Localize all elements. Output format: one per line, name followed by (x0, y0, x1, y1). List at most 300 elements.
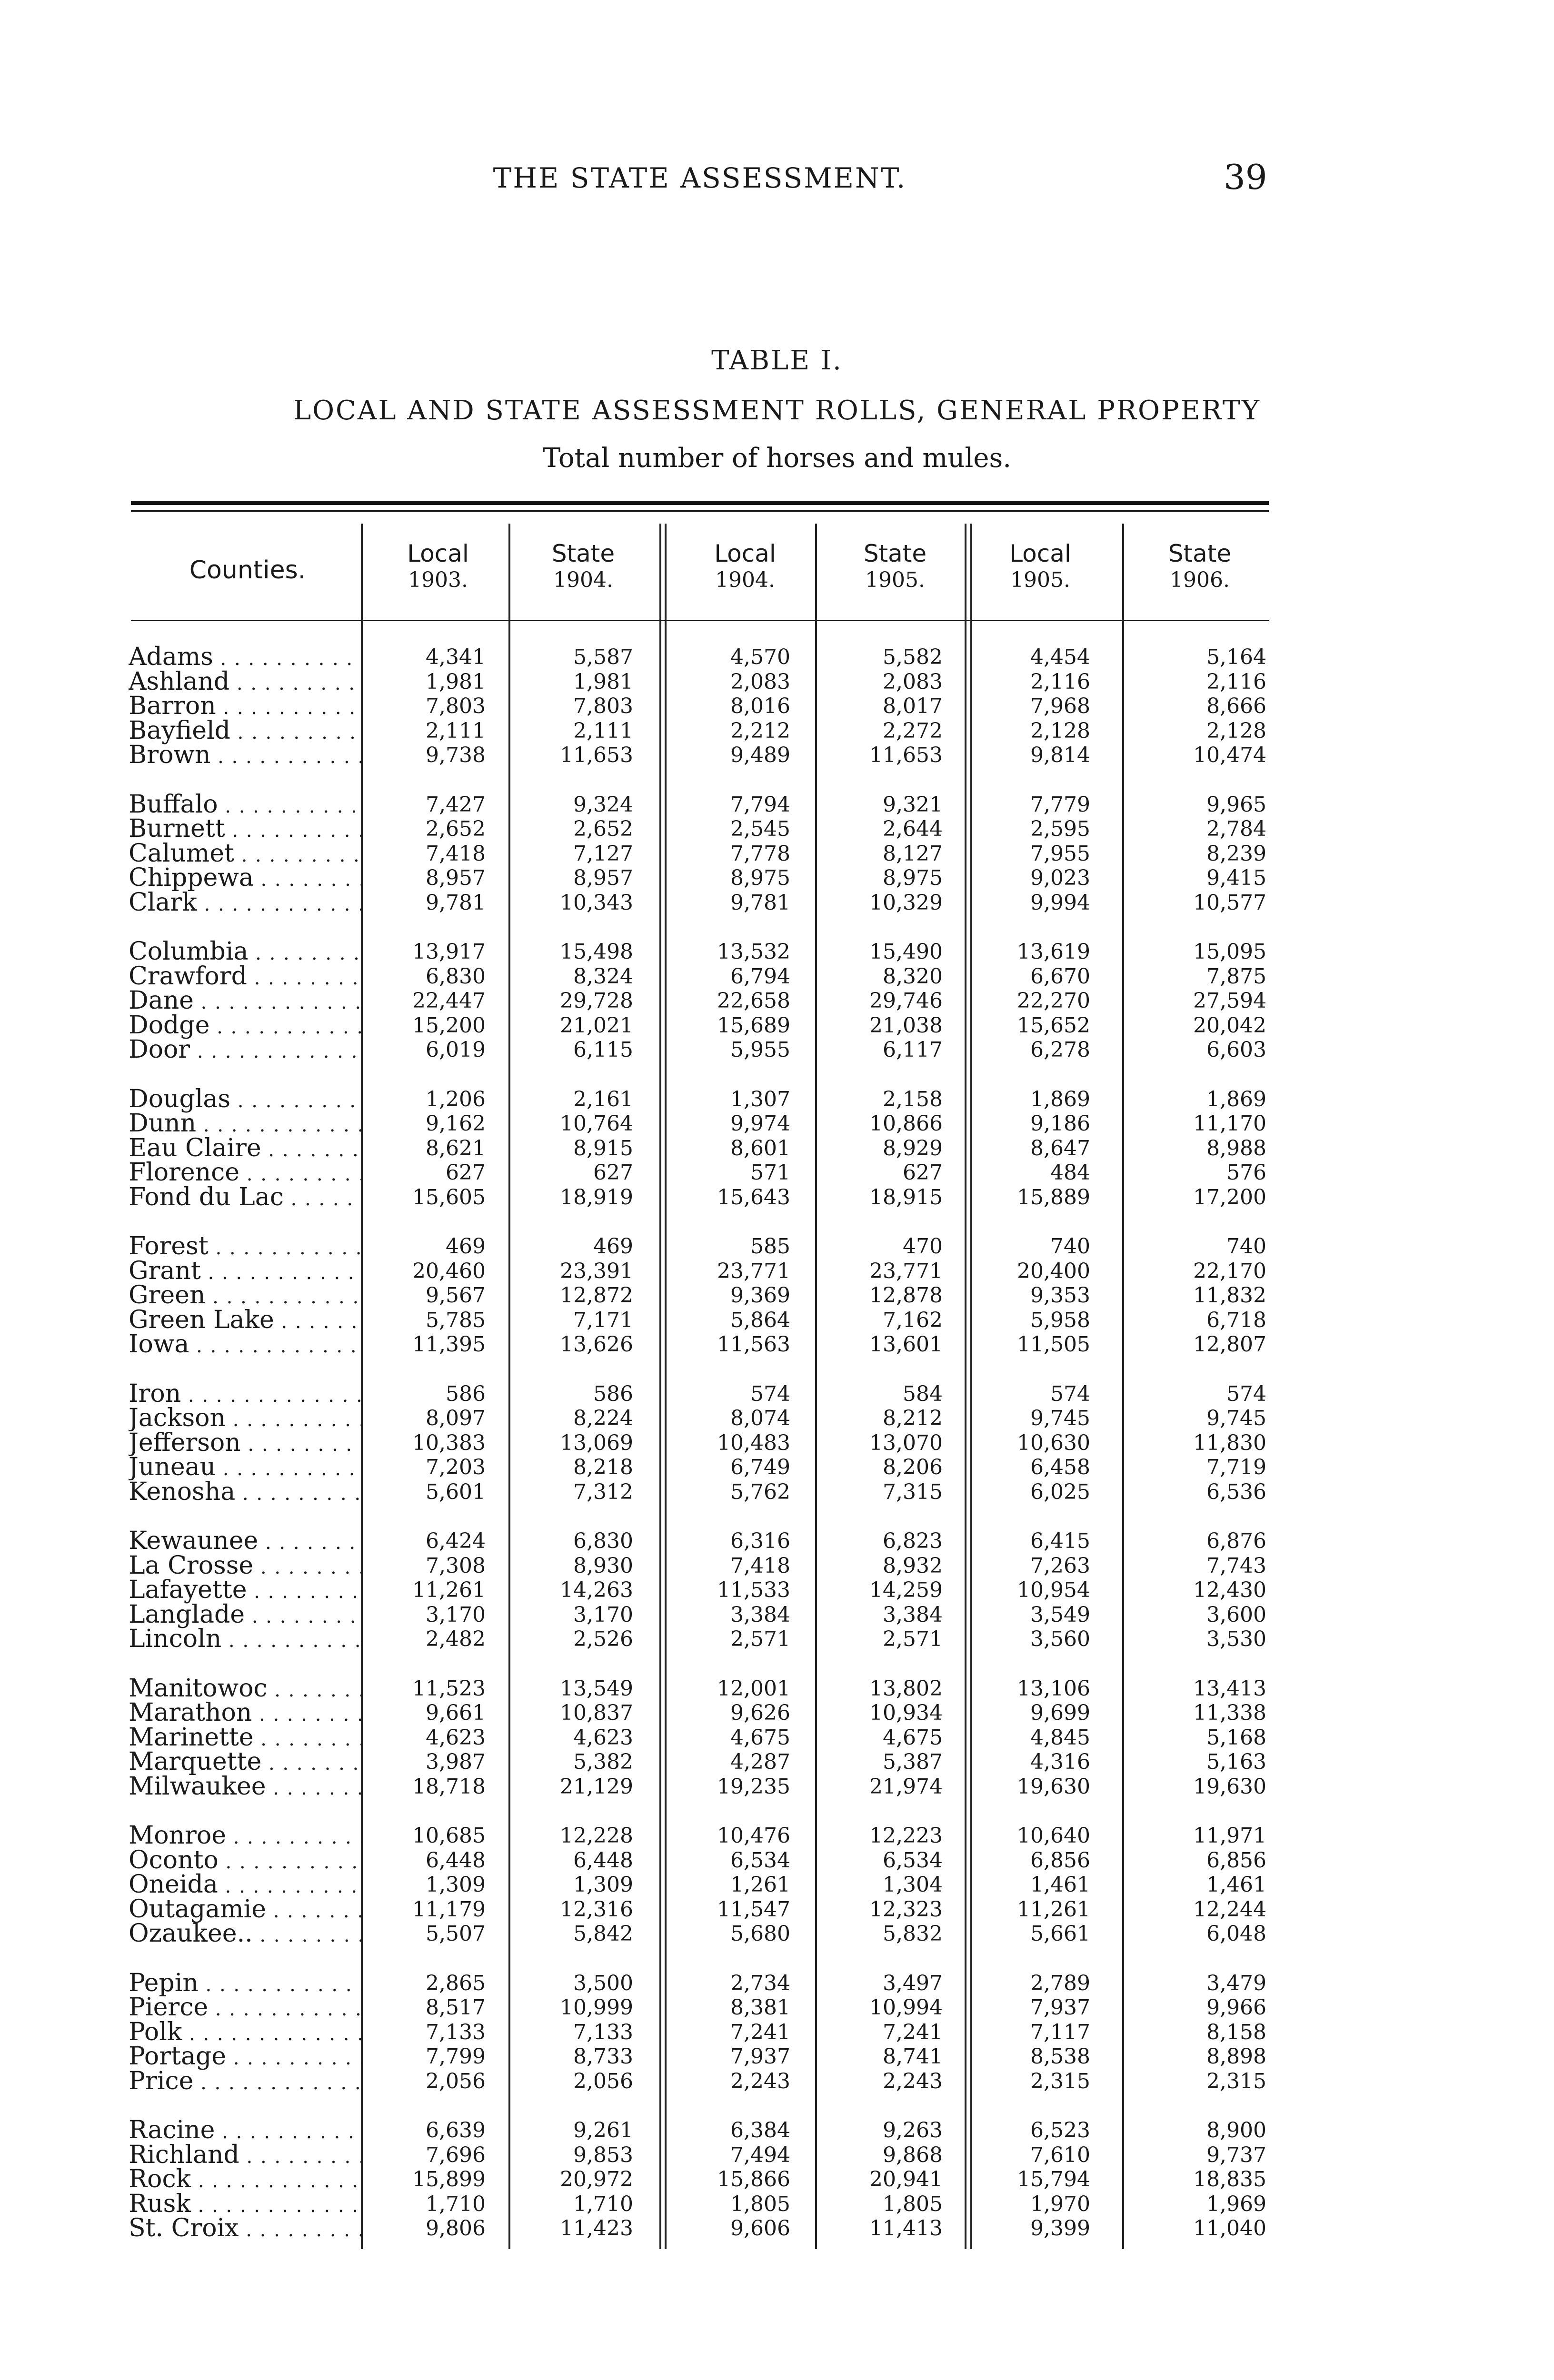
cell-value: 1,261 (730, 1873, 790, 1897)
cell-value: 8,988 (1206, 1136, 1266, 1160)
cell-value: 22,170 (1193, 1259, 1266, 1283)
cell-value: 8,621 (426, 1136, 486, 1160)
table-row (0, 1259, 1554, 1284)
cell-value: 8,158 (1206, 2020, 1266, 2044)
cell-value: 15,899 (412, 2167, 486, 2192)
cell-value: 2,652 (426, 817, 486, 841)
table-row (0, 1775, 1554, 1799)
county-group (0, 645, 1554, 768)
table-row (0, 1873, 1554, 1897)
cell-value: 11,832 (1193, 1283, 1266, 1308)
cell-value: 12,223 (869, 1824, 943, 1848)
cell-value: 8,957 (573, 866, 633, 890)
cell-value: 5,601 (426, 1479, 486, 1504)
cell-value: 1,710 (573, 2192, 633, 2216)
cell-value: 7,418 (426, 841, 486, 866)
cell-value: 15,095 (1193, 940, 1266, 964)
cell-value: 10,994 (869, 1995, 943, 2020)
cell-value: 2,652 (573, 817, 633, 841)
cell-value: 10,954 (1017, 1578, 1090, 1602)
cell-value: 627 (903, 1160, 943, 1185)
column-year: 1905. (865, 568, 925, 592)
cell-value: 2,644 (883, 817, 943, 841)
column-header-state-1906 (1128, 540, 1271, 594)
cell-value: 6,384 (730, 2118, 790, 2142)
cell-value: 1,309 (426, 1873, 486, 1897)
county-name: Forest . . . (129, 1234, 362, 1261)
cell-value: 8,741 (883, 2044, 943, 2069)
county-name: Jackson . . . (129, 1406, 362, 1433)
county-name: Lafayette . . . (129, 1578, 362, 1605)
cell-value: 7,937 (730, 2044, 790, 2069)
table-row (0, 1283, 1554, 1308)
cell-value: 2,083 (730, 669, 790, 694)
cell-value: 11,261 (1017, 1897, 1090, 1922)
cell-value: 740 (1050, 1234, 1090, 1259)
cell-value: 15,498 (560, 940, 633, 964)
cell-value: 11,653 (560, 743, 633, 767)
cell-value: 7,203 (426, 1455, 486, 1479)
county-group (0, 940, 1554, 1062)
table-row (0, 1922, 1554, 1946)
cell-value: 12,430 (1193, 1578, 1266, 1602)
table-row (0, 1013, 1554, 1038)
county-name: Portage . . . (129, 2044, 362, 2071)
county-group (0, 1676, 1554, 1799)
county-name: Douglas . . . (129, 1087, 362, 1114)
cell-value: 17,200 (1193, 1185, 1266, 1210)
cell-value: 9,661 (426, 1701, 486, 1725)
cell-value: 2,128 (1206, 718, 1266, 743)
cell-value: 11,533 (717, 1578, 790, 1602)
cell-value: 7,427 (426, 792, 486, 817)
cell-value: 11,170 (1193, 1111, 1266, 1136)
county-name: Monroe . . . (129, 1824, 362, 1850)
county-name: Eau Claire . . . (129, 1136, 362, 1163)
county-name: Florence . . . (129, 1160, 362, 1187)
cell-value: 6,856 (1030, 1848, 1090, 1873)
county-name: Clark . . . (129, 891, 362, 917)
cell-value: 18,919 (560, 1185, 633, 1210)
cell-value: 2,212 (730, 718, 790, 743)
county-name: Milwaukee . . . (129, 1775, 362, 1801)
table-row (0, 1087, 1554, 1112)
column-label: Local (1009, 540, 1071, 567)
cell-value: 8,957 (426, 866, 486, 890)
running-title: THE STATE ASSESSMENT. (493, 162, 907, 194)
cell-value: 9,369 (730, 1283, 790, 1308)
cell-value: 9,415 (1206, 866, 1266, 890)
cell-value: 2,482 (426, 1627, 486, 1651)
table-row (0, 694, 1554, 719)
cell-value: 484 (1050, 1160, 1090, 1185)
cell-value: 2,571 (883, 1627, 943, 1651)
county-name: Iowa . . . (129, 1332, 362, 1359)
cell-value: 19,630 (1193, 1774, 1266, 1799)
table-row (0, 2167, 1554, 2192)
county-group (0, 1087, 1554, 1210)
cell-value: 10,383 (412, 1430, 486, 1455)
cell-value: 9,781 (426, 890, 486, 915)
table-row (0, 2216, 1554, 2241)
cell-value: 2,545 (730, 817, 790, 841)
cell-value: 15,200 (412, 1013, 486, 1038)
cell-value: 10,329 (869, 890, 943, 915)
table-row (0, 891, 1554, 915)
cell-value: 10,685 (412, 1824, 486, 1848)
table-row (0, 866, 1554, 891)
cell-value: 9,399 (1030, 2216, 1090, 2241)
cell-value: 4,623 (426, 1725, 486, 1750)
cell-value: 8,930 (573, 1553, 633, 1578)
cell-value: 10,343 (560, 890, 633, 915)
county-name: Dunn . . . (129, 1111, 362, 1138)
cell-value: 4,623 (573, 1725, 633, 1750)
cell-value: 6,048 (1206, 1922, 1266, 1946)
table-row (0, 1185, 1554, 1210)
county-name: Jefferson . . . (129, 1431, 362, 1458)
cell-value: 2,158 (883, 1087, 943, 1111)
cell-value: 21,038 (869, 1013, 943, 1038)
cell-value: 7,719 (1206, 1455, 1266, 1479)
cell-value: 6,415 (1030, 1529, 1090, 1553)
cell-value: 2,595 (1030, 817, 1090, 841)
cell-value: 8,517 (426, 1995, 486, 2020)
cell-value: 13,532 (717, 940, 790, 964)
table-row (0, 1308, 1554, 1333)
county-name: Door . . . (129, 1038, 362, 1064)
cell-value: 7,803 (426, 694, 486, 718)
cell-value: 470 (903, 1234, 943, 1259)
cell-value: 7,117 (1030, 2020, 1090, 2044)
cell-value: 14,259 (869, 1578, 943, 1602)
cell-value: 7,418 (730, 1553, 790, 1578)
table-row (0, 1111, 1554, 1136)
county-name: Barron . . . (129, 694, 362, 721)
county-group (0, 1971, 1554, 2094)
cell-value: 23,391 (560, 1259, 633, 1283)
cell-value: 11,653 (869, 743, 943, 767)
column-year: 1906. (1170, 568, 1230, 592)
county-name: Pepin . . . (129, 1971, 362, 1998)
cell-value: 13,917 (412, 940, 486, 964)
cell-value: 6,025 (1030, 1479, 1090, 1504)
cell-value: 574 (750, 1381, 790, 1406)
table-row (0, 2044, 1554, 2069)
cell-value: 22,447 (412, 989, 486, 1013)
cell-value: 1,805 (730, 2192, 790, 2216)
cell-value: 10,934 (869, 1701, 943, 1725)
cell-value: 1,309 (573, 1873, 633, 1897)
cell-value: 8,127 (883, 841, 943, 866)
table-number: TABLE I. (711, 345, 843, 376)
county-name: Green . . . (129, 1283, 362, 1310)
cell-value: 7,171 (573, 1308, 633, 1332)
cell-value: 7,308 (426, 1553, 486, 1578)
cell-value: 21,974 (869, 1774, 943, 1799)
cell-value: 8,900 (1206, 2118, 1266, 2142)
table-row (0, 2069, 1554, 2094)
cell-value: 6,534 (730, 1848, 790, 1873)
cell-value: 12,872 (560, 1283, 633, 1308)
cell-value: 3,170 (573, 1602, 633, 1627)
table-row (0, 1701, 1554, 1726)
cell-value: 6,278 (1030, 1038, 1090, 1062)
table-row (0, 1603, 1554, 1627)
county-name: Langlade . . . (129, 1603, 362, 1629)
cell-value: 8,218 (573, 1455, 633, 1479)
cell-value: 9,737 (1206, 2142, 1266, 2167)
cell-value: 469 (446, 1234, 486, 1259)
cell-value: 3,500 (573, 1971, 633, 1995)
cell-value: 2,111 (426, 718, 486, 743)
column-header-local-1905 (969, 540, 1112, 594)
county-name: Fond du Lac . . . (129, 1185, 362, 1212)
cell-value: 2,784 (1206, 817, 1266, 841)
cell-value: 10,483 (717, 1430, 790, 1455)
column-header-counties: Counties. (189, 556, 306, 585)
cell-value: 6,536 (1206, 1479, 1266, 1504)
cell-value: 8,733 (573, 2044, 633, 2069)
column-year: 1905. (1010, 568, 1070, 592)
county-name: Dane . . . (129, 989, 362, 1015)
county-name: Oconto . . . (129, 1848, 362, 1875)
cell-value: 7,696 (426, 2142, 486, 2167)
cell-value: 8,239 (1206, 841, 1266, 866)
cell-value: 9,606 (730, 2216, 790, 2241)
county-name: Marquette . . . (129, 1750, 362, 1776)
table-row (0, 1848, 1554, 1873)
county-group (0, 1234, 1554, 1357)
table-row (0, 719, 1554, 744)
cell-value: 1,981 (573, 669, 633, 694)
cell-value: 7,779 (1030, 792, 1090, 817)
cell-value: 10,866 (869, 1111, 943, 1136)
cell-value: 15,689 (717, 1013, 790, 1038)
cell-value: 12,001 (717, 1676, 790, 1701)
cell-value: 7,799 (426, 2044, 486, 2069)
cell-value: 9,162 (426, 1111, 486, 1136)
cell-value: 20,042 (1193, 1013, 1266, 1038)
cell-value: 1,869 (1206, 1087, 1266, 1111)
cell-value: 7,778 (730, 841, 790, 866)
cell-value: 8,074 (730, 1406, 790, 1430)
table-row (0, 1234, 1554, 1259)
cell-value: 585 (750, 1234, 790, 1259)
cell-value: 3,479 (1206, 1971, 1266, 1995)
cell-value: 2,161 (573, 1087, 633, 1111)
cell-value: 571 (750, 1160, 790, 1185)
table-row (0, 1627, 1554, 1652)
county-name: Manitowoc . . . (129, 1676, 362, 1703)
table-row (0, 1971, 1554, 1996)
table-row (0, 2192, 1554, 2217)
cell-value: 627 (446, 1160, 486, 1185)
county-name: Kewaunee . . . (129, 1529, 362, 1556)
column-label: State (863, 540, 927, 567)
table-row (0, 1995, 1554, 2020)
cell-value: 19,630 (1017, 1774, 1090, 1799)
cell-value: 22,658 (717, 989, 790, 1013)
county-name: Adams . . . (129, 645, 362, 672)
cell-value: 574 (1226, 1381, 1266, 1406)
table-row (0, 2143, 1554, 2168)
cell-value: 586 (446, 1381, 486, 1406)
county-name: Kenosha . . . (129, 1480, 362, 1507)
table-row (0, 1160, 1554, 1185)
cell-value: 8,320 (883, 964, 943, 989)
column-header-state-1905 (824, 540, 966, 594)
table-row (0, 940, 1554, 964)
cell-value: 6,019 (426, 1038, 486, 1062)
cell-value: 4,570 (730, 645, 790, 669)
county-group (0, 1824, 1554, 1946)
cell-value: 9,738 (426, 743, 486, 767)
cell-value: 14,263 (560, 1578, 633, 1602)
cell-value: 9,965 (1206, 792, 1266, 817)
top-double-rule (131, 501, 1269, 505)
cell-value: 5,955 (730, 1038, 790, 1062)
cell-value: 7,127 (573, 841, 633, 866)
cell-value: 1,869 (1030, 1087, 1090, 1111)
cell-value: 5,382 (573, 1750, 633, 1774)
cell-value: 7,794 (730, 792, 790, 817)
cell-value: 3,560 (1030, 1627, 1090, 1651)
cell-value: 740 (1226, 1234, 1266, 1259)
cell-value: 5,785 (426, 1308, 486, 1332)
cell-value: 7,241 (730, 2020, 790, 2044)
cell-value: 1,206 (426, 1087, 486, 1111)
cell-value: 8,538 (1030, 2044, 1090, 2069)
cell-value: 6,448 (573, 1848, 633, 1873)
cell-value: 2,243 (883, 2069, 943, 2093)
cell-value: 3,384 (730, 1602, 790, 1627)
county-name: Oneida . . . (129, 1873, 362, 1899)
cell-value: 8,898 (1206, 2044, 1266, 2069)
cell-value: 11,338 (1193, 1701, 1266, 1725)
cell-value: 8,224 (573, 1406, 633, 1430)
cell-value: 11,395 (412, 1332, 486, 1357)
cell-value: 9,263 (883, 2118, 943, 2142)
cell-value: 11,413 (869, 2216, 943, 2241)
cell-value: 18,835 (1193, 2167, 1266, 2192)
cell-value: 627 (593, 1160, 633, 1185)
cell-value: 1,304 (883, 1873, 943, 1897)
table-row (0, 817, 1554, 842)
cell-value: 12,316 (560, 1897, 633, 1922)
cell-value: 13,626 (560, 1332, 633, 1357)
cell-value: 1,805 (883, 2192, 943, 2216)
county-group (0, 1382, 1554, 1505)
county-name: Richland . . . (129, 2143, 362, 2170)
cell-value: 15,866 (717, 2167, 790, 2192)
cell-value: 2,116 (1206, 669, 1266, 694)
cell-value: 9,023 (1030, 866, 1090, 890)
cell-value: 6,718 (1206, 1308, 1266, 1332)
county-name: Marathon . . . (129, 1701, 362, 1727)
cell-value: 6,115 (573, 1038, 633, 1062)
table-subtitle: Total number of horses and mules. (542, 443, 1012, 474)
county-name: Ashland . . . (129, 670, 362, 696)
cell-value: 8,932 (883, 1553, 943, 1578)
cell-value: 22,270 (1017, 989, 1090, 1013)
cell-value: 5,387 (883, 1750, 943, 1774)
cell-value: 7,803 (573, 694, 633, 718)
cell-value: 13,601 (869, 1332, 943, 1357)
cell-value: 13,070 (869, 1430, 943, 1455)
cell-value: 9,699 (1030, 1701, 1090, 1725)
cell-value: 11,971 (1193, 1824, 1266, 1848)
cell-value: 13,802 (869, 1676, 943, 1701)
cell-value: 4,675 (883, 1725, 943, 1750)
cell-value: 4,341 (426, 645, 486, 669)
cell-value: 10,764 (560, 1111, 633, 1136)
cell-value: 3,530 (1206, 1627, 1266, 1651)
column-label: Local (407, 540, 469, 567)
cell-value: 4,454 (1030, 645, 1090, 669)
county-name: Brown . . . (129, 743, 362, 770)
cell-value: 7,610 (1030, 2142, 1090, 2167)
cell-value: 10,474 (1193, 743, 1266, 767)
cell-value: 5,661 (1030, 1922, 1090, 1946)
cell-value: 2,789 (1030, 1971, 1090, 1995)
cell-value: 9,994 (1030, 890, 1090, 915)
county-name: Green Lake . . . (129, 1308, 362, 1335)
cell-value: 13,549 (560, 1676, 633, 1701)
cell-value: 9,745 (1206, 1406, 1266, 1430)
county-name: Dodge . . . (129, 1013, 362, 1040)
cell-value: 6,830 (426, 964, 486, 989)
cell-value: 2,571 (730, 1627, 790, 1651)
table-row (0, 645, 1554, 670)
cell-value: 9,489 (730, 743, 790, 767)
cell-value: 2,865 (426, 1971, 486, 1995)
cell-value: 6,603 (1206, 1038, 1266, 1062)
cell-value: 9,974 (730, 1111, 790, 1136)
cell-value: 7,241 (883, 2020, 943, 2044)
table-row (0, 989, 1554, 1013)
cell-value: 469 (593, 1234, 633, 1259)
cell-value: 7,968 (1030, 694, 1090, 718)
county-name: Juneau . . . (129, 1455, 362, 1482)
column-year: 1904. (715, 568, 775, 592)
cell-value: 13,619 (1017, 940, 1090, 964)
cell-value: 6,823 (883, 1529, 943, 1553)
cell-value: 6,794 (730, 964, 790, 989)
cell-value: 8,666 (1206, 694, 1266, 718)
cell-value: 6,670 (1030, 964, 1090, 989)
cell-value: 6,448 (426, 1848, 486, 1873)
cell-value: 5,680 (730, 1922, 790, 1946)
cell-value: 5,762 (730, 1479, 790, 1504)
cell-value: 1,461 (1030, 1873, 1090, 1897)
cell-value: 9,324 (573, 792, 633, 817)
cell-value: 13,069 (560, 1430, 633, 1455)
cell-value: 4,845 (1030, 1725, 1090, 1750)
cell-value: 8,929 (883, 1136, 943, 1160)
cell-value: 12,807 (1193, 1332, 1266, 1357)
cell-value: 9,966 (1206, 1995, 1266, 2020)
column-year: 1904. (553, 568, 613, 592)
cell-value: 15,605 (412, 1185, 486, 1210)
cell-value: 4,287 (730, 1750, 790, 1774)
cell-value: 7,312 (573, 1479, 633, 1504)
county-name: Burnett . . . (129, 817, 362, 843)
cell-value: 2,315 (1030, 2069, 1090, 2093)
cell-value: 10,630 (1017, 1430, 1090, 1455)
cell-value: 576 (1226, 1160, 1266, 1185)
cell-value: 6,117 (883, 1038, 943, 1062)
